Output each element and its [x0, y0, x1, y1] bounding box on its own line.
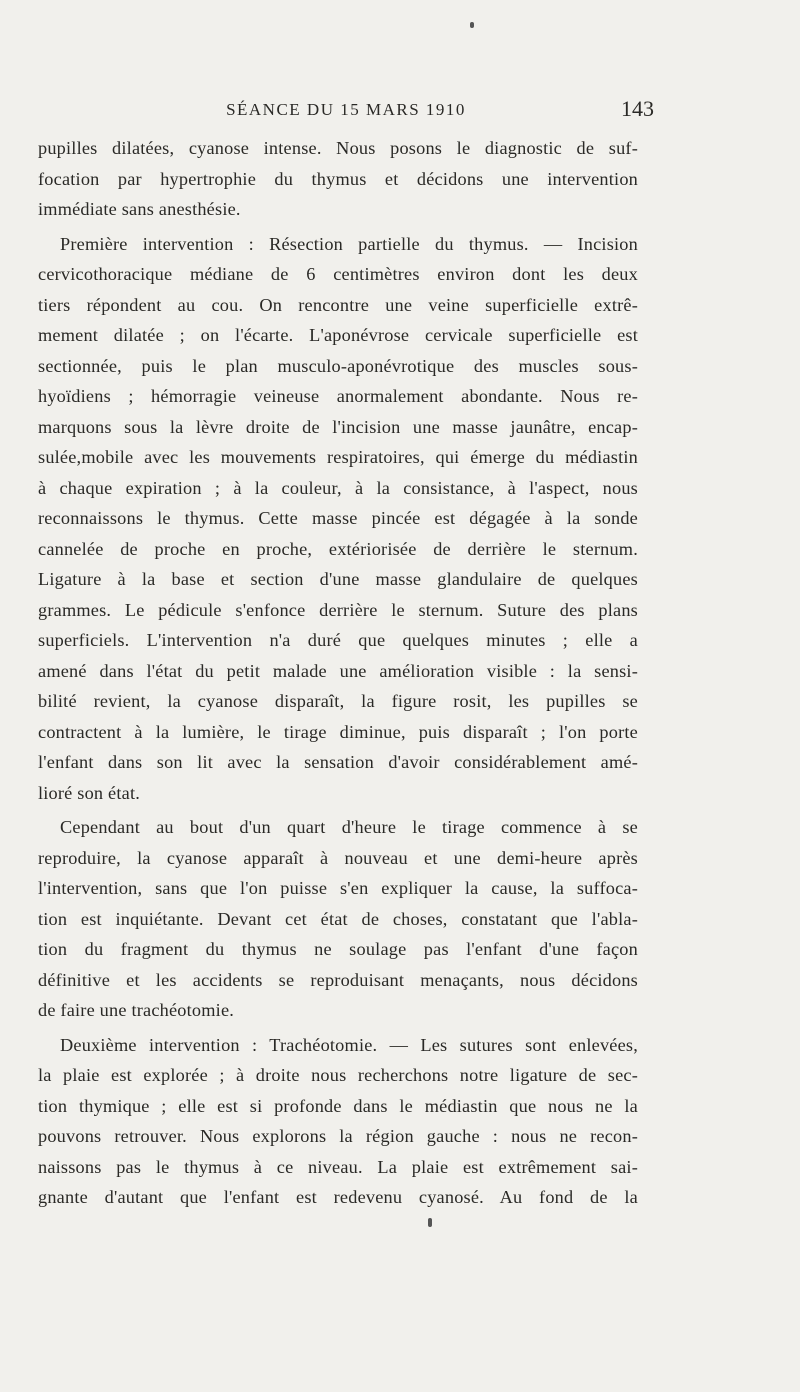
text-line: tion du fragment du thymus ne soulage pas l'enfant d'une façon — [38, 939, 638, 959]
text-line: sectionnée, puis le plan musculo-aponévrotique des muscles sous- — [38, 355, 638, 376]
text-line: l'intervention, sans que l'on puisse s'en expliquer la cause, la suffoca- — [38, 878, 638, 898]
text-line: cannelée de proche en proche, extériorisée de derrière le sternum. — [38, 538, 638, 559]
text-line: pupilles dilatées, cyanose intense. Nous posons le diagnostic de suf- — [38, 138, 638, 158]
text-line: bilité revient, la cyanose disparaît, la figure rosit, les pupilles se — [38, 691, 638, 711]
text-line: gnante d'autant que l'enfant est redevenu cyanosé. Au fond de la — [38, 1187, 638, 1207]
text-line: reconnaissons le thymus. Cette masse pincée est dégagée à la sonde — [38, 508, 638, 528]
text-line: sulée,mobile avec les mouvements respiratoires, qui émerge du médiastin — [38, 447, 638, 467]
text-line: Première intervention : Résection partielle du thymus. — Incision — [60, 233, 638, 254]
running-title: SÉANCE DU 15 MARS 1910 — [226, 100, 466, 119]
body-text — [38, 133, 638, 1213]
text-line: hyoïdiens ; hémorragie veineuse anormalement abondante. Nous re- — [38, 386, 638, 406]
text-line: Cependant au bout d'un quart d'heure le tirage commence à se — [60, 817, 638, 837]
text-line: amené dans l'état du petit malade une amélioration visible : la sensi- — [38, 660, 638, 681]
page-header — [38, 96, 654, 122]
text-line: superficiels. L'intervention n'a duré que quelques minutes ; elle a — [38, 630, 638, 650]
text-line: tion est inquiétante. Devant cet état de choses, constatant que l'abla- — [38, 908, 638, 929]
text-line: cervicothoracique médiane de 6 centimètres environ dont les deux — [38, 264, 638, 284]
text-line: tiers répondent au cou. On rencontre une veine superficielle extrê- — [38, 294, 638, 315]
text-line: Deuxième intervention : Trachéotomie. — Les sutures sont enlevées, — [60, 1034, 638, 1055]
text-line: immédiate sans anesthésie. — [38, 199, 241, 219]
text-line: tion thymique ; elle est si profonde dans le médiastin que nous ne la — [38, 1095, 638, 1116]
text-line: focation par hypertrophie du thymus et décidons une intervention — [38, 168, 638, 189]
text-line: définitive et les accidents se reproduisant menaçants, nous décidons — [38, 969, 638, 990]
text-line: lioré son état. — [38, 782, 140, 803]
text-line: naissons pas le thymus à ce niveau. La plaie est extrêmement sai- — [38, 1156, 638, 1177]
text-line: pouvons retrouver. Nous explorons la région gauche : nous ne recon- — [38, 1126, 638, 1146]
print-speck — [428, 1218, 432, 1227]
text-line: Ligature à la base et section d'une masse glandulaire de quelques — [38, 569, 638, 589]
text-line: marquons sous la lèvre droite de l'incision une masse jaunâtre, encap- — [38, 416, 638, 437]
page-number: 143 — [621, 96, 654, 121]
text-line: reproduire, la cyanose apparaît à nouveau et une demi-heure après — [38, 847, 638, 868]
text-line: de faire une trachéotomie. — [38, 1000, 235, 1020]
text-line: mement dilatée ; on l'écarte. L'aponévrose cervicale superficielle est — [38, 325, 638, 345]
text-line: contractent à la lumière, le tirage diminue, puis disparaît ; l'on porte — [38, 721, 638, 742]
print-speck — [470, 22, 474, 28]
text-line: grammes. Le pédicule s'enfonce derrière le sternum. Suture des plans — [38, 599, 638, 620]
text-line: la plaie est explorée ; à droite nous recherchons notre ligature de sec- — [38, 1065, 638, 1085]
text-line: à chaque expiration ; à la couleur, à la consistance, à l'aspect, nous — [38, 477, 638, 498]
text-line: l'enfant dans son lit avec la sensation d'avoir considérablement amé- — [38, 752, 638, 772]
